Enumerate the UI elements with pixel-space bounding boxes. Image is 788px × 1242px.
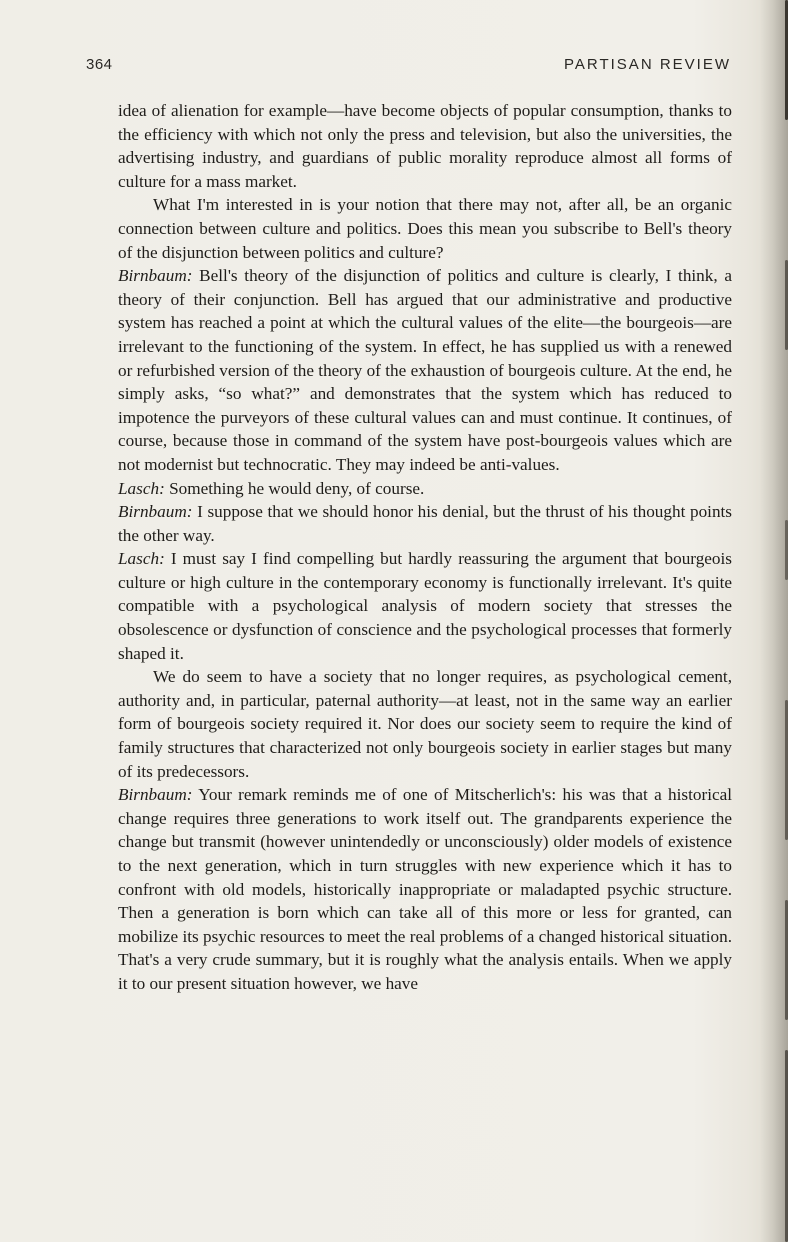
speaker-name: Birnbaum: [118,266,193,286]
dialogue-turn [86,264,732,476]
speech-text: Something he would deny, of course. [164,478,425,498]
running-head: PARTISAN REVIEW [564,56,731,73]
speaker-name: Birnbaum: [118,785,193,805]
speech-text: I suppose that we should honor his denial, but the thrust of his thought points the other way. [118,502,732,545]
speech-text: Your remark reminds me of one of Mitscherlich's: his was that a historical change requires three generations to work itself out. The grandparents experience the change but transmit (however unintendedly or unconsciously) older models of existence to the next generation, which in turn struggles with new experience which it has to confront with old models, historically inappropriate or maladapted psychic structure. Then a generation is born which can take all of this more or less for granted, can mobilize its psychic resources to meet the real problems of a changed historical situation. That's a very crude summary, but it is roughly what the analysis entails. When we apply it to our present situation however, we have [118,785,732,993]
speech-text: I must say I find compelling but hardly reassuring the argument that bourgeois culture or high culture in the contemporary economy is functionally irrelevant. It's quite compatible with a psychological analysis of modern society that stresses the obsolescence or dysfunction of conscience and the psychological processes that formerly shaped it. [118,549,732,663]
dialogue-turn [86,783,732,995]
speaker-name: Lasch: [118,549,165,569]
page-gutter-shadow [760,0,788,1242]
dialogue-turn [86,547,732,665]
paragraph: What I'm interested in is your notion that there may not, after all, be an organic connection between culture and politics. Does this mean you subscribe to Bell's theory of the disjunction between politics and culture? [118,195,732,262]
body-text [118,99,732,996]
dialogue-turn [86,500,732,547]
paragraph: idea of alienation for example—have become objects of popular consumption, thanks to the efficiency with which not only the press and television, but also the universities, the advertising industry, and guardians of public morality reproduce almost all forms of culture for a mass market. [118,101,732,191]
speaker-name: Birnbaum: [118,502,193,522]
paragraph: We do seem to have a society that no longer requires, as psychological cement, authority and, in particular, paternal authority—at least, not in the same way an earlier form of bourgeois society required it. Nor does our society seem to require the kind of family structures that characterized not only bourgeois society in earlier stages but many of its predecessors. [118,667,732,781]
page-number: 364 [86,56,113,73]
speech-text: Bell's theory of the disjunction of politics and culture is clearly, I think, a theory of their conjunction. Bell has argued that our administrative and productive system has reached a point at which the cultural values of the elite—the bourgeois—are irrelevant to the functioning of the system. In effect, he has supplied us with a renewed or refurbished version of the theory of the exhaustion of bourgeois culture. At the end, he simply asks, “so what?” and demonstrates that the system which has reduced to impotence the purveyors of these cultural values can and must continue. It continues, of course, because those in command of the system have post-bourgeois values which are not modernist but technocratic. They may indeed be anti-values. [118,266,732,474]
dialogue-turn [86,477,732,501]
page-header [86,56,731,80]
speaker-name: Lasch: [118,478,165,498]
